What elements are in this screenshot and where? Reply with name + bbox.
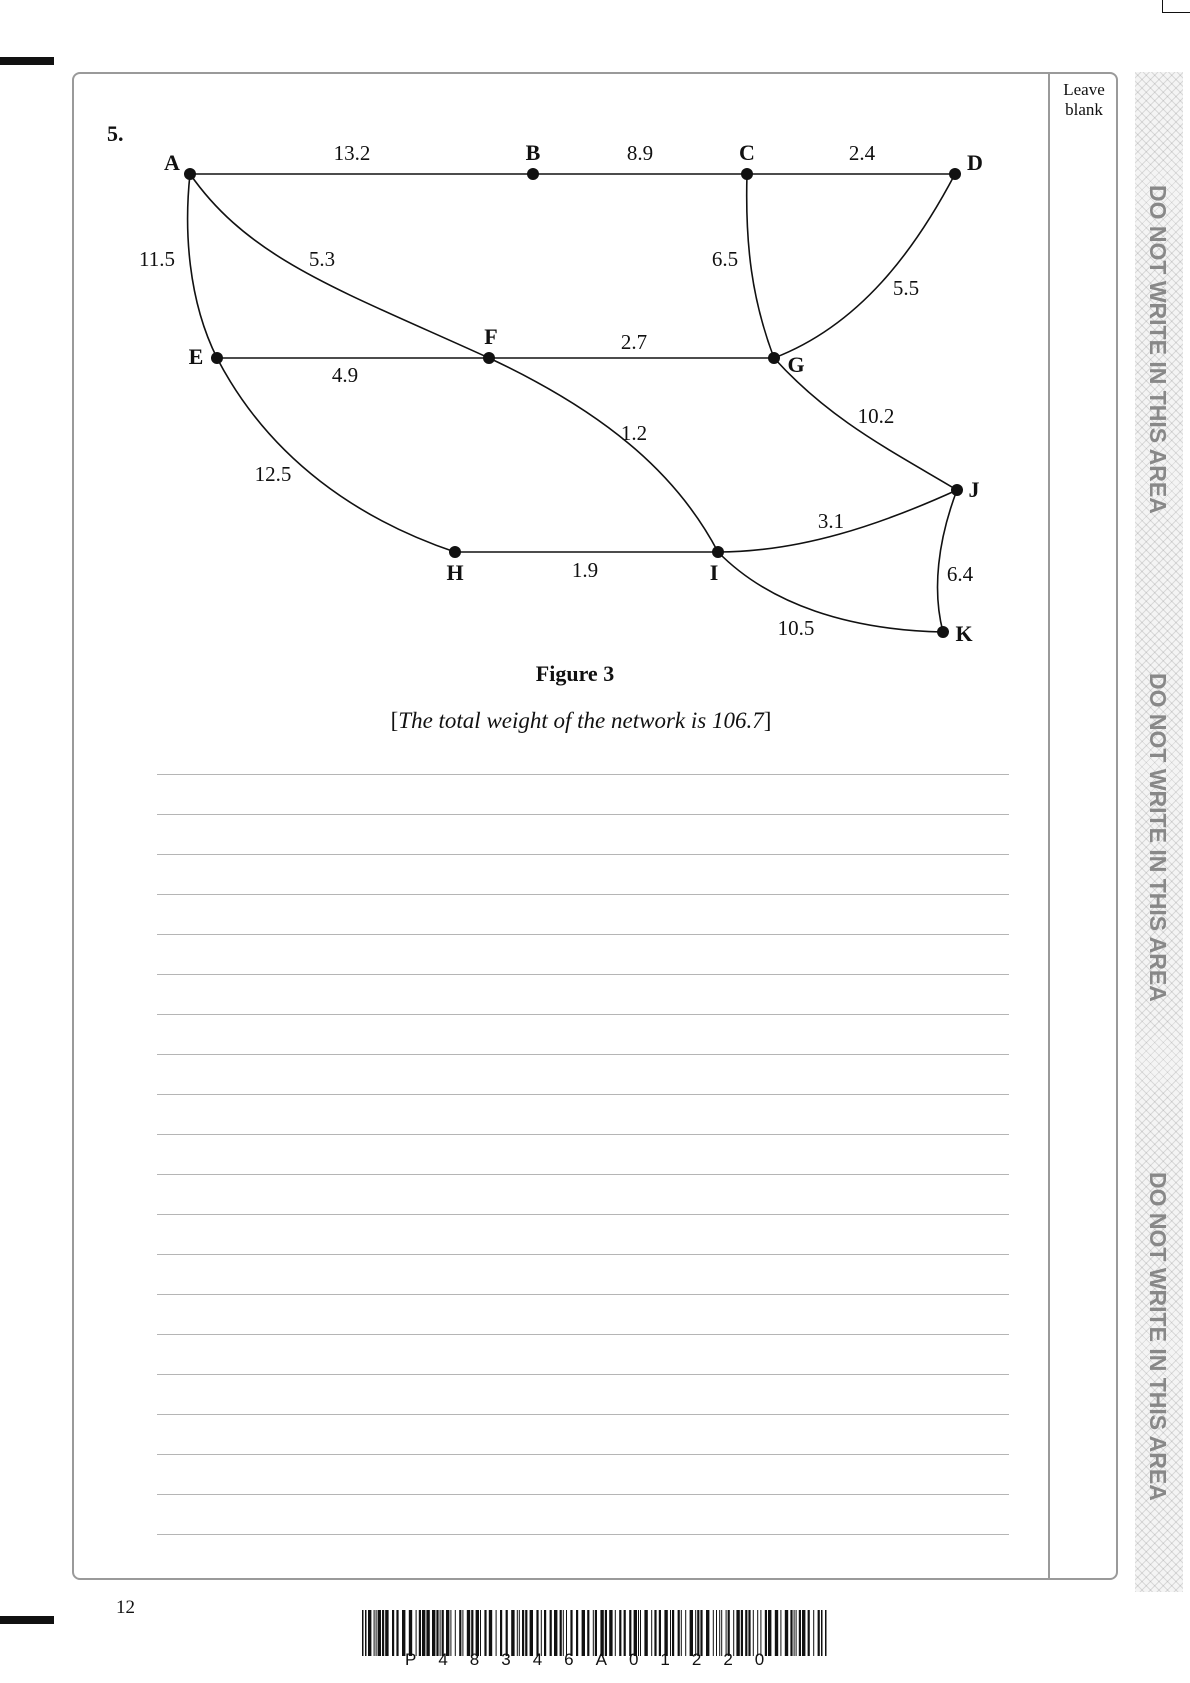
answer-line[interactable]: [157, 1134, 1009, 1135]
barcode-bar: [392, 1610, 394, 1656]
answer-line[interactable]: [157, 1494, 1009, 1495]
node-j: [951, 484, 963, 496]
leave-blank-line-2: blank: [1065, 100, 1103, 119]
node-label-b: B: [525, 140, 541, 165]
answer-line[interactable]: [157, 854, 1009, 855]
answer-line[interactable]: [157, 774, 1009, 775]
node-i: [712, 546, 724, 558]
edge-e-h: [217, 358, 455, 552]
barcode-bar: [362, 1610, 364, 1656]
node-label-j: J: [968, 477, 980, 502]
note-text: The total weight of the network is 106.7: [398, 708, 764, 733]
barcode-bar: [821, 1610, 823, 1656]
barcode-bar: [808, 1610, 810, 1656]
weights-layer: [139, 141, 974, 640]
node-label-g: G: [787, 352, 805, 377]
node-c: [741, 168, 753, 180]
edge-weight-h-i: 1.9: [571, 558, 599, 582]
barcode-bar: [818, 1610, 820, 1656]
answer-line[interactable]: [157, 1414, 1009, 1415]
node-f: [483, 352, 495, 364]
edge-i-k: [718, 552, 943, 632]
answer-line[interactable]: [157, 1534, 1009, 1535]
node-k: [937, 626, 949, 638]
edge-c-g: [747, 174, 774, 358]
answer-line[interactable]: [157, 814, 1009, 815]
node-a: [184, 168, 196, 180]
node-label-f: F: [484, 324, 498, 349]
node-h: [449, 546, 461, 558]
barcode-bar: [813, 1610, 814, 1656]
answer-line[interactable]: [157, 894, 1009, 895]
edge-j-k: [938, 490, 957, 632]
barcode-bar: [385, 1610, 388, 1656]
answer-line[interactable]: [157, 1054, 1009, 1055]
answer-line[interactable]: [157, 1094, 1009, 1095]
edge-a-f: [190, 174, 489, 358]
edge-d-g: [774, 174, 955, 358]
edge-weight-a-e: 11.5: [139, 247, 175, 271]
barcode-bar: [378, 1610, 381, 1656]
answer-line[interactable]: [157, 1334, 1009, 1335]
edge-weight-i-j: 3.1: [817, 509, 845, 533]
answer-line[interactable]: [157, 1294, 1009, 1295]
answer-line[interactable]: [157, 1454, 1009, 1455]
network-weight-note: [0, 708, 1162, 734]
edge-weight-e-f: 4.9: [331, 363, 359, 387]
answer-line[interactable]: [157, 1014, 1009, 1015]
barcode-bar: [365, 1610, 367, 1656]
question-number: 5.: [107, 121, 124, 146]
note-close-bracket: ]: [763, 708, 772, 733]
node-label-d: D: [967, 150, 983, 175]
edge-weight-f-g: 2.7: [620, 330, 648, 354]
edge-weight-i-k: 10.5: [777, 616, 815, 640]
barcode-bar: [802, 1610, 805, 1656]
page-number: 12: [116, 1597, 135, 1618]
answer-line[interactable]: [157, 934, 1009, 935]
answer-line[interactable]: [157, 1174, 1009, 1175]
node-label-a: A: [164, 150, 180, 175]
barcode-bar: [396, 1610, 398, 1656]
barcode-bar: [376, 1610, 377, 1656]
answer-line[interactable]: [157, 974, 1009, 975]
edge-weight-a-f: 5.3: [308, 247, 336, 271]
node-g: [768, 352, 780, 364]
barcode-text: [405, 1650, 800, 1670]
edge-weight-g-j: 10.2: [857, 404, 895, 428]
node-b: [527, 168, 539, 180]
barcode-bar: [825, 1610, 827, 1656]
barcode-bar: [382, 1610, 384, 1656]
edge-weight-b-c: 8.9: [626, 141, 654, 165]
node-d: [949, 168, 961, 180]
node-label-e: E: [188, 344, 204, 369]
barcode-bar: [368, 1610, 371, 1656]
node-label-c: C: [739, 140, 755, 165]
edge-f-i: [489, 358, 718, 552]
edge-weight-d-g: 5.5: [892, 276, 920, 300]
barcode-bar: [374, 1610, 375, 1656]
answer-line[interactable]: [157, 1374, 1009, 1375]
edge-weight-c-g: 6.5: [711, 247, 739, 271]
network-diagram: [0, 0, 1190, 700]
edge-weight-f-i: 1.2: [620, 421, 648, 445]
figure-caption: Figure 3: [535, 661, 615, 686]
edge-weight-j-k: 6.4: [946, 562, 974, 586]
edge-weight-e-h: 12.5: [254, 462, 292, 486]
barcode-string: P48346A01220: [405, 1650, 787, 1669]
note-open-bracket: [: [390, 708, 399, 733]
answer-line[interactable]: [157, 1254, 1009, 1255]
node-label-h: H: [446, 560, 464, 585]
leave-blank-line-1: Leave: [1063, 80, 1105, 99]
answer-line[interactable]: [157, 1214, 1009, 1215]
edge-weight-c-d: 2.4: [848, 141, 876, 165]
registration-mark-bottom: [0, 1616, 54, 1624]
edge-weight-a-b: 13.2: [333, 141, 371, 165]
node-label-k: K: [955, 621, 973, 646]
node-e: [211, 352, 223, 364]
node-label-i: I: [709, 560, 719, 585]
